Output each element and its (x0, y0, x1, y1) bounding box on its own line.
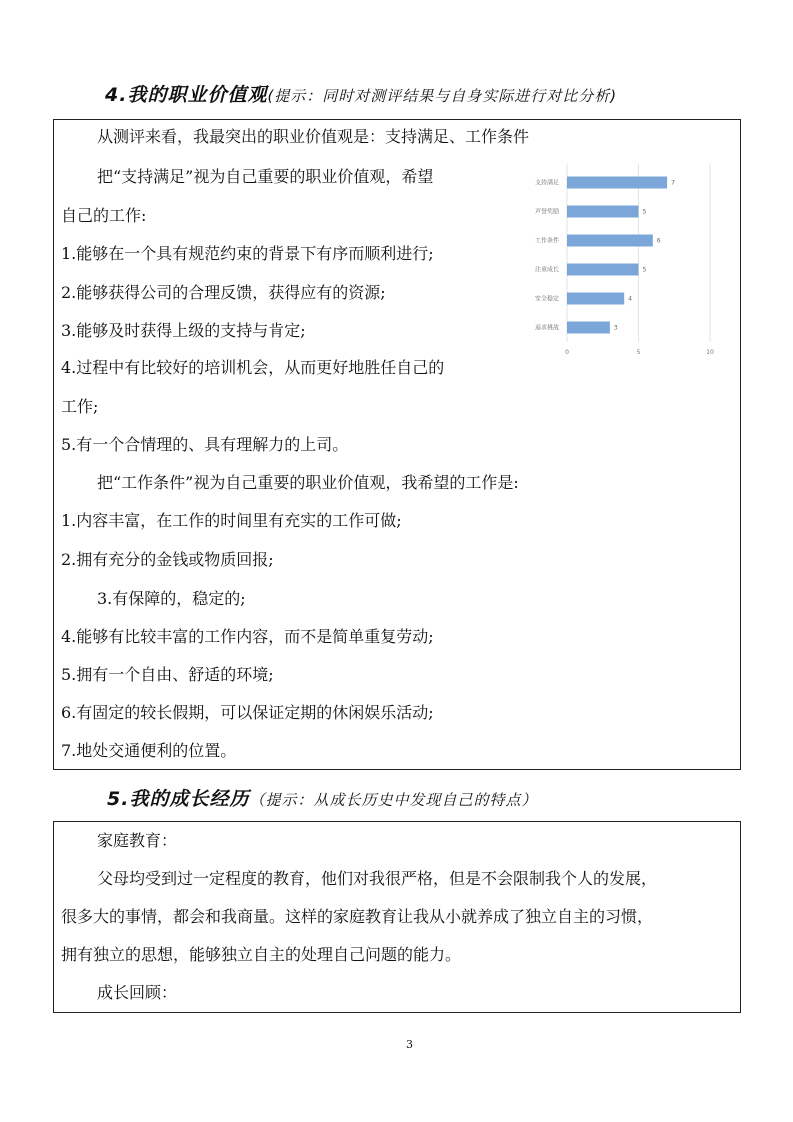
chart-category-label: 工作条件 (534, 237, 559, 245)
chart-value-label: 5 (642, 266, 647, 274)
chart-bar (567, 293, 624, 305)
section4-line: 把“支持满足”视为自己重要的职业价值观，希望 (97, 167, 434, 186)
chart-bar (567, 235, 653, 247)
section4-line: 2.能够获得公司的合理反馈，获得应有的资源; (61, 283, 386, 302)
chart-value-label: 3 (613, 324, 618, 332)
section5-line: 父母均受到过一定程度的教育，他们对我很严格，但是不会限制我个人的发展， (97, 869, 658, 888)
chart-bar (567, 322, 610, 334)
section5-heading-main: 5.我的成长经历 (107, 788, 250, 810)
section5-line: 拥有独立的思想，能够独立自主的处理自己问题的能力。 (61, 945, 462, 964)
section4-line: 7.地处交通便利的位置。 (61, 741, 237, 760)
section4-line: 4.过程中有比较好的培训机会，从而更好地胜任自己的 (61, 358, 445, 377)
section4-line: 1.内容丰富，在工作的时间里有充实的工作可做; (61, 511, 402, 530)
section4-line: 从测评来看，我最突出的职业价值观是：支持满足、工作条件 (97, 127, 530, 146)
chart-value-label: 5 (642, 208, 647, 216)
career-values-chart (510, 160, 735, 360)
chart-category-label: 支持满足 (534, 179, 559, 187)
section4-heading-hint: (提示：同时对测评结果与自身实际进行对比分析) (267, 87, 618, 105)
chart-bar (567, 206, 639, 218)
section4-heading-main: 4.我的职业价值观 (105, 84, 268, 106)
section4-line: 工作; (61, 397, 99, 416)
section4-heading (105, 80, 617, 107)
section4-line: 3.能够及时获得上级的支持与肯定; (61, 321, 306, 340)
section5-line: 很多大的事情，都会和我商量。这样的家庭教育让我从小就养成了独立自主的习惯， (61, 907, 654, 926)
chart-value-label: 7 (671, 179, 675, 187)
chart-category-label: 注重成长 (534, 266, 559, 274)
section5-line: 成长回顾： (97, 983, 178, 1002)
section4-line: 4.能够有比较丰富的工作内容，而不是简单重复劳动; (61, 627, 434, 646)
chart-x-tick-label: 0 (565, 349, 569, 356)
chart-bar (567, 177, 667, 189)
section4-line: 1.能够在一个具有规范约束的背景下有序而顺利进行; (61, 244, 434, 263)
chart-value-label: 4 (628, 295, 633, 303)
chart-category-label: 声誉奖励 (534, 208, 559, 216)
section4-line: 3.有保障的，稳定的; (97, 589, 246, 608)
section4-line: 6.有固定的较长假期，可以保证定期的休闲娱乐活动; (61, 703, 434, 722)
chart-bar (567, 264, 639, 276)
section5-heading (107, 784, 537, 811)
chart-value-label: 6 (656, 237, 661, 245)
section4-line: 5.有一个合情理的、具有理解力的上司。 (61, 435, 349, 454)
chart-category-label: 追求挑战 (534, 324, 559, 332)
section5-heading-hint: （提示：从成长历史中发现自己的特点） (249, 791, 538, 809)
chart-x-tick-label: 5 (636, 349, 641, 356)
section5-line: 家庭教育： (97, 831, 178, 850)
section4-line: 5.拥有一个自由、舒适的环境; (61, 665, 274, 684)
section4-line: 2.拥有充分的金钱或物质回报; (61, 550, 274, 569)
page-number: 3 (406, 1038, 413, 1051)
chart-x-tick-label: 10 (706, 349, 714, 356)
section4-line: 自己的工作: (61, 206, 147, 225)
section4-line: 把“工作条件”视为自己重要的职业价值观，我希望的工作是: (97, 473, 519, 492)
chart-category-label: 安全稳定 (534, 295, 559, 303)
